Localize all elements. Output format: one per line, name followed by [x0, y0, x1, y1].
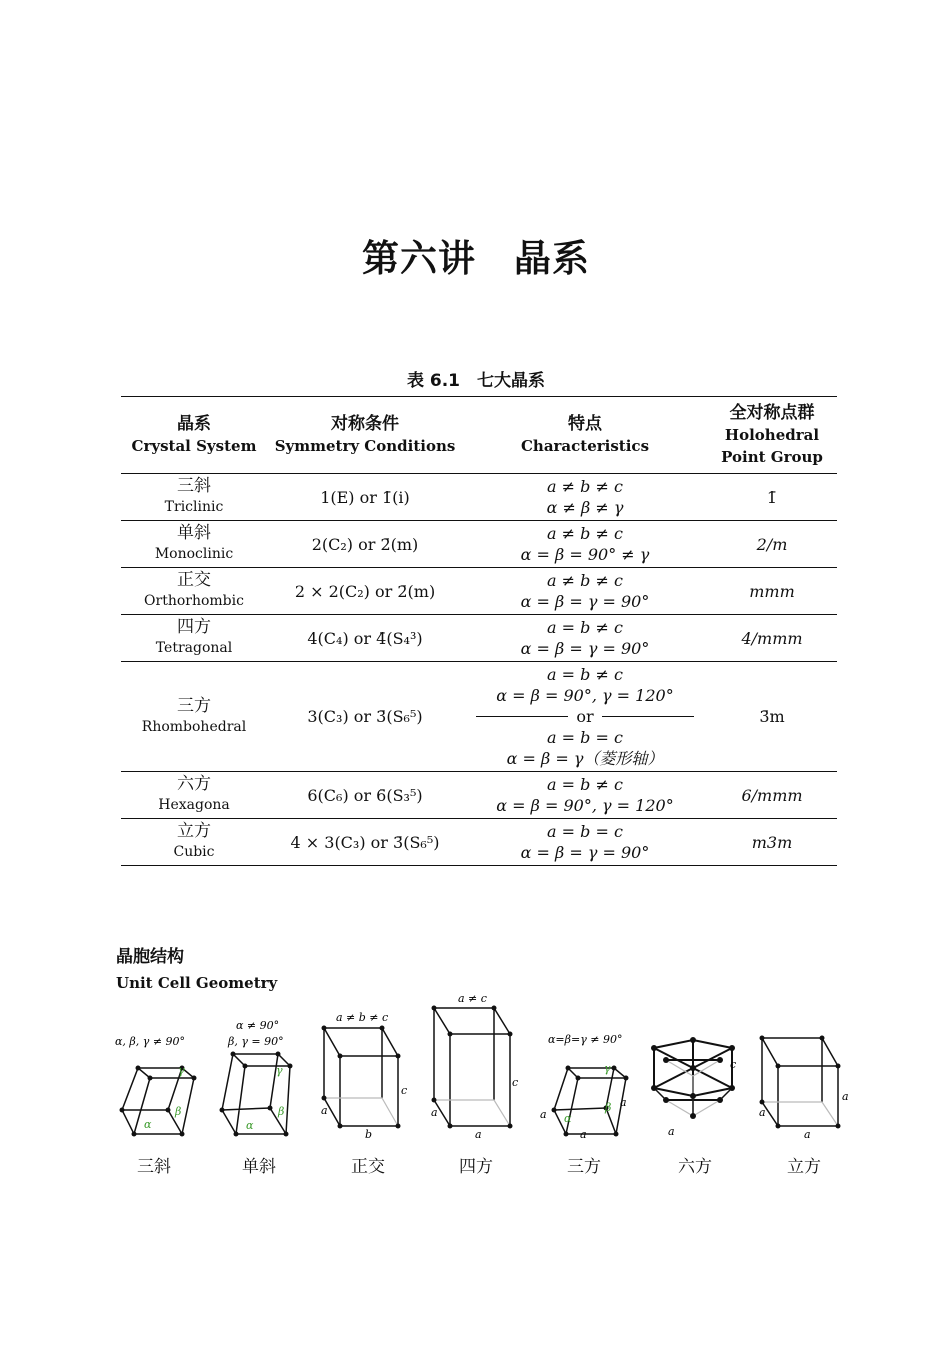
table-row — [121, 615, 837, 662]
svg-text:β, γ = 90°: β, γ = 90° — [228, 1035, 284, 1048]
svg-text:α, β, γ ≠ 90°: α, β, γ ≠ 90° — [115, 1035, 186, 1048]
svg-text:β: β — [278, 1105, 285, 1118]
system-name: 六方 Hexagona — [121, 772, 267, 819]
cell-label: 单斜 — [242, 1157, 276, 1177]
svg-text:a: a — [580, 1128, 587, 1138]
characteristics: a ≠ b ≠ c α ≠ β ≠ γ — [463, 474, 707, 521]
header-crystal-system: 晶系 Crystal System — [121, 397, 267, 474]
table-caption: 表 6.1 七大晶系 — [406, 371, 546, 391]
cell-label: 四方 — [459, 1157, 493, 1177]
system-name: 正交 Orthorhombic — [121, 568, 267, 615]
symmetry-condition: 4(C₄) or 4̄(S₄³) — [267, 615, 463, 662]
svg-text:α: α — [564, 1112, 572, 1125]
system-name: 三方 Rhombohedral — [121, 662, 267, 772]
svg-text:α: α — [246, 1119, 254, 1132]
crystal-systems-table — [121, 396, 837, 866]
system-name: 立方 Cubic — [121, 819, 267, 866]
svg-text:a: a — [620, 1096, 627, 1109]
svg-text:a: a — [668, 1125, 675, 1138]
point-group: 4/mmm — [707, 615, 837, 662]
svg-text:c: c — [730, 1058, 737, 1071]
characteristics: a = b ≠ c α = β = 90°, γ = 120° or a = b = c α = β = γ（菱形轴） — [463, 662, 707, 772]
orthorhombic-cell — [321, 1011, 407, 1138]
svg-text:b: b — [365, 1128, 373, 1138]
page-title: 第六讲 晶系 — [362, 237, 590, 280]
point-group: m3m — [707, 819, 837, 866]
tetragonal-cell — [431, 992, 518, 1138]
characteristics: a ≠ b ≠ c α = β = γ = 90° — [463, 568, 707, 615]
svg-text:α=β=γ ≠ 90°: α=β=γ ≠ 90° — [548, 1033, 623, 1046]
point-group: 6/mmm — [707, 772, 837, 819]
characteristics: a = b ≠ c α = β = 90°, γ = 120° — [463, 772, 707, 819]
point-group: mmm — [707, 568, 837, 615]
svg-text:β: β — [605, 1101, 612, 1114]
svg-text:c: c — [512, 1076, 519, 1089]
svg-text:γ: γ — [604, 1062, 611, 1075]
svg-text:β: β — [175, 1105, 182, 1118]
svg-text:γ: γ — [276, 1064, 283, 1077]
triclinic-cell — [115, 1035, 197, 1137]
monoclinic-cell — [220, 1019, 293, 1137]
table-row — [121, 819, 837, 866]
cubic-cell — [759, 1036, 849, 1139]
table-row — [121, 521, 837, 568]
symmetry-condition: 2 × 2(C₂) or 2̄(m) — [267, 568, 463, 615]
table-row — [121, 772, 837, 819]
system-name: 四方 Tetragonal — [121, 615, 267, 662]
point-group: 3̄m — [707, 662, 837, 772]
characteristics: a = b ≠ c α = β = γ = 90° — [463, 615, 707, 662]
svg-text:a: a — [540, 1108, 547, 1121]
svg-text:a ≠ b ≠ c: a ≠ b ≠ c — [336, 1011, 389, 1024]
unit-cell-figure — [110, 988, 850, 1138]
header-point-group: 全对称点群 Holohedral Point Group — [707, 397, 837, 474]
svg-text:α ≠ 90°: α ≠ 90° — [236, 1019, 280, 1032]
header-symmetry: 对称条件 Symmetry Conditions — [267, 397, 463, 474]
svg-text:a: a — [321, 1104, 328, 1117]
header-characteristics: 特点 Characteristics — [463, 397, 707, 474]
symmetry-condition: 2(C₂) or 2̄(m) — [267, 521, 463, 568]
table-row — [121, 662, 837, 772]
table-header-row — [121, 397, 837, 474]
characteristics: a ≠ b ≠ c α = β = 90° ≠ γ — [463, 521, 707, 568]
or-separator: or — [467, 706, 703, 727]
point-group: 1̄ — [707, 474, 837, 521]
table-row — [121, 474, 837, 521]
characteristics: a = b = c α = β = γ = 90° — [463, 819, 707, 866]
symmetry-condition: 1(E) or 1̄(i) — [267, 474, 463, 521]
section-heading-zh: 晶胞结构 — [116, 947, 184, 967]
table-row — [121, 568, 837, 615]
symmetry-condition: 4 × 3(C₃) or 3̄(S₆⁵) — [267, 819, 463, 866]
svg-text:c: c — [401, 1084, 408, 1097]
svg-text:a: a — [475, 1128, 482, 1138]
svg-text:a: a — [804, 1128, 811, 1138]
cell-label: 三斜 — [137, 1157, 171, 1177]
svg-text:a: a — [759, 1106, 766, 1119]
cell-label: 立方 — [787, 1157, 821, 1177]
symmetry-condition: 3(C₃) or 3̄(S₆⁵) — [267, 662, 463, 772]
point-group: 2/m — [707, 521, 837, 568]
system-name: 单斜 Monoclinic — [121, 521, 267, 568]
cell-label: 正交 — [351, 1157, 385, 1177]
svg-text:a ≠ c: a ≠ c — [458, 992, 487, 1005]
svg-text:γ: γ — [178, 1064, 185, 1077]
cell-label: 三方 — [567, 1157, 601, 1177]
hexagonal-cell — [651, 1037, 736, 1138]
svg-text:a: a — [842, 1090, 849, 1103]
unit-cell-labels — [100, 1152, 860, 1176]
symmetry-condition: 6(C₆) or 6̄(S₃⁵) — [267, 772, 463, 819]
rhombohedral-cell — [540, 1033, 629, 1138]
system-name: 三斜 Triclinic — [121, 474, 267, 521]
cell-label: 六方 — [678, 1157, 712, 1177]
svg-text:a: a — [431, 1106, 438, 1119]
svg-text:α: α — [144, 1118, 152, 1131]
section-heading-en: Unit Cell Geometry — [116, 974, 278, 992]
